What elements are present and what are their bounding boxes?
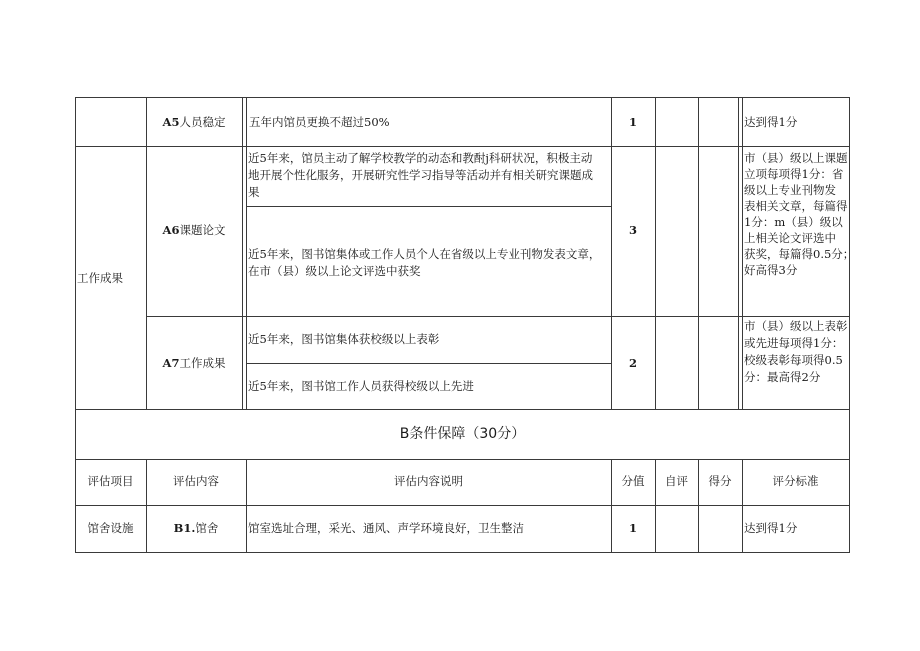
text-line: 1分：m（县）级以 [744,215,843,229]
rule [242,97,243,409]
text-line: 地开展个性化服务，开展研究性学习指导等活动并有相关研究课题成 [248,168,593,182]
b1-content: 馆舍 [195,521,219,535]
rule [742,97,743,409]
a5-content: 人员稳定 [179,115,226,129]
rule [75,97,850,98]
a7-description-2: 近5年来，图书馆工作人员获得校级以上先进 [248,379,474,393]
header-self-eval: 自评 [665,474,688,488]
rule [655,97,656,409]
rule [146,316,850,317]
text-line: 校级表彰每项得0.5 [744,353,843,367]
text-line: 近5年来，馆员主动了解学校教学的动态和教酎j科研状况，积极主动 [248,151,593,165]
text-line: 获奖，每篇得0.5分； [744,247,855,261]
rule [246,97,247,409]
rule [75,459,850,460]
text-line: 市（县）级以上表彰 [744,319,848,333]
a5-description: 五年内馆员更换不超过50% [249,115,390,129]
text-line: 果 [248,185,260,199]
text-line: 市（县）级以上课题 [744,151,848,165]
b1-score: 1 [628,521,637,535]
a7-content-cell [146,355,242,371]
b1-category: 馆舍设施 [87,521,134,535]
a7-description-1: 近5年来，图书馆集体获校级以上表彰 [248,332,440,346]
section-b-title: B条件保障（30分） [399,426,526,442]
a7-score: 2 [628,356,637,370]
a7-code: A7 [162,356,180,370]
header-standard: 评分标准 [772,474,819,488]
a6-content-cell [146,222,242,238]
a7-content: 工作成果 [179,356,226,370]
header-eval-description: 评估内容说明 [394,474,463,488]
header-eval-content: 评估内容 [173,474,219,488]
text-line: 或先进每项得1分： [744,336,844,350]
rule [738,97,739,409]
b1-code: B1. [173,521,196,535]
text-line: 级以上专业刊物发 [744,183,836,197]
text-line: 好高得3分 [744,263,798,277]
a6-code: A6 [162,223,180,237]
text-line: 立项每项得1分：省 [744,167,844,181]
rule [75,409,850,410]
a6-score: 3 [628,223,637,237]
rule [75,552,850,553]
text-line: 近5年来，图书馆集体或工作人员个人在省级以上专业刊物发表文章， [248,247,601,261]
a5-score: 1 [628,115,637,129]
text-line: 分：最高得2分 [744,370,821,384]
rule [246,363,611,364]
rule [698,97,699,409]
a6-content: 课题论文 [179,223,226,237]
b1-content-cell [146,520,246,536]
b1-standard: 达到得1分 [744,521,798,535]
b1-description: 馆室选址合理，采光、通风、声学环境良好，卫生整洁 [248,521,524,535]
category-work-results: 工作成果 [77,271,123,285]
header-eval-item: 评估项目 [87,474,134,488]
rule [75,146,850,147]
text-line: 上相关论文评选中 [744,231,836,245]
a5-standard: 达到得1分 [744,115,798,129]
a5-content-cell [146,114,242,130]
a5-code: A5 [162,115,180,129]
rule [75,505,850,506]
header-points: 得分 [708,474,732,488]
header-score-value: 分值 [621,474,645,488]
text-line: 表相关文章，每篇得 [744,199,848,213]
rule [849,97,850,552]
rule [246,206,611,207]
text-line: 在市（县）级以上论文评选中获奖 [248,264,421,278]
